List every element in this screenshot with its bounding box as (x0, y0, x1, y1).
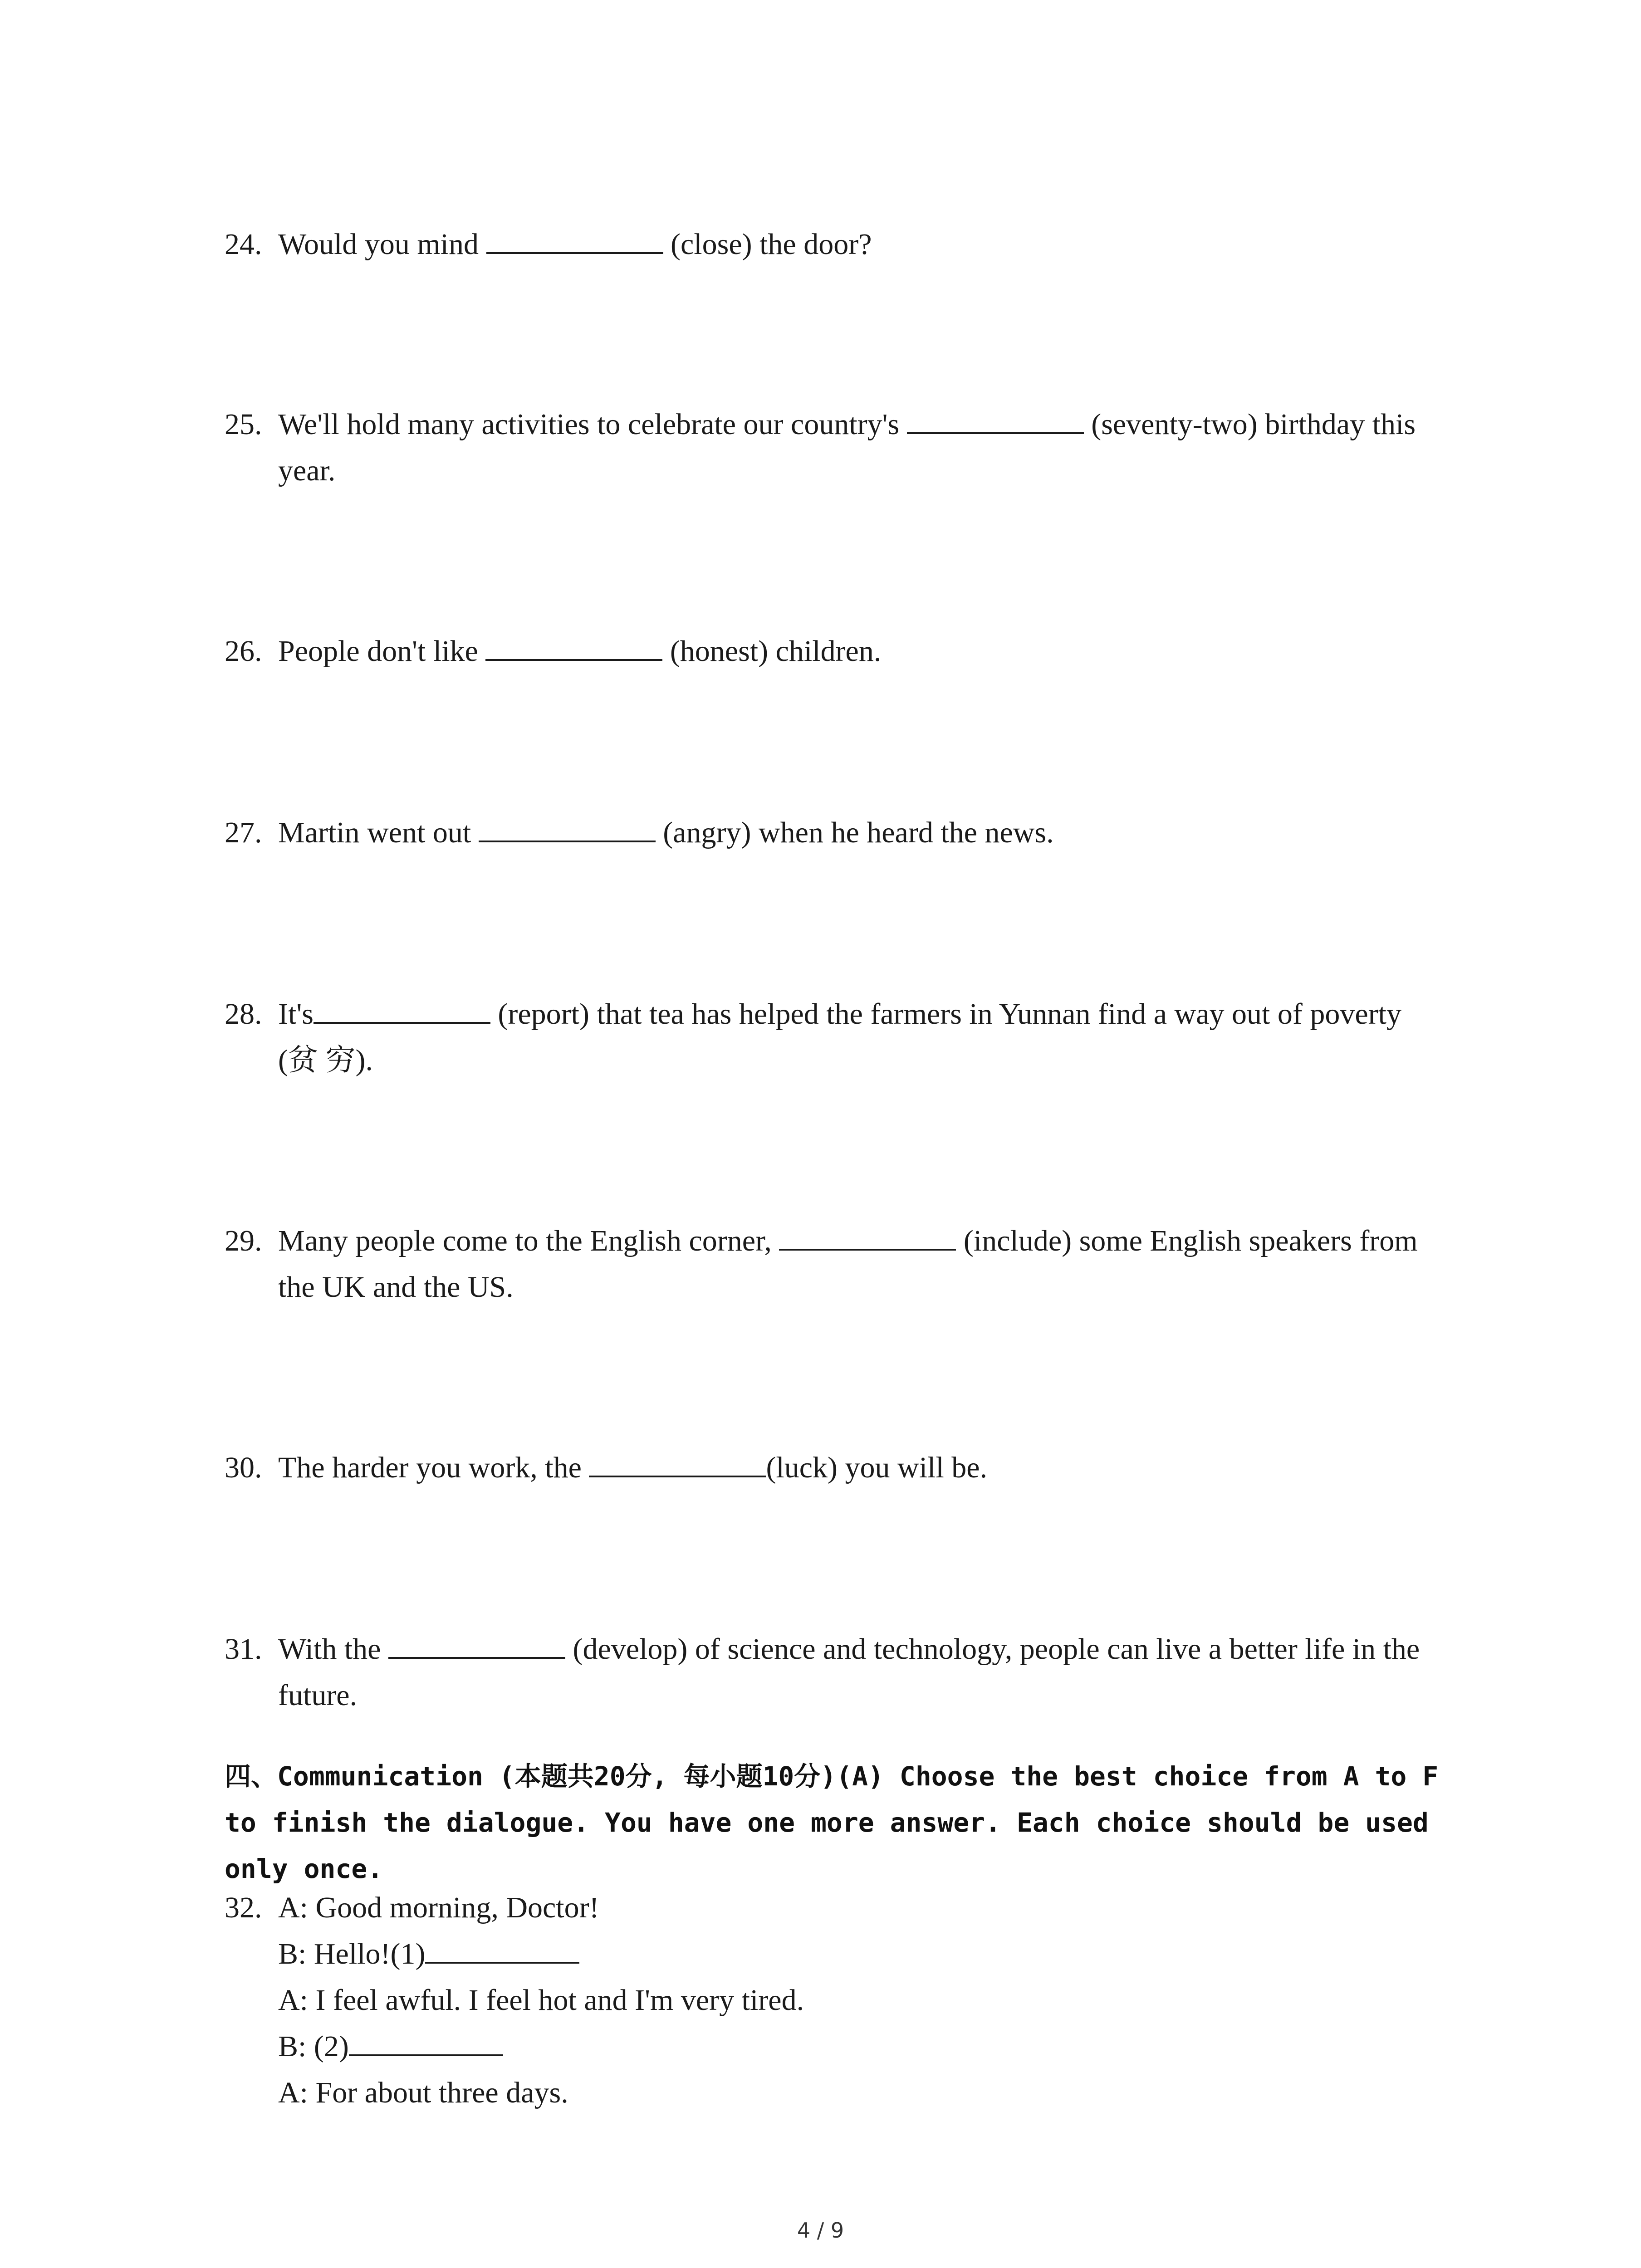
question-24 (225, 221, 1450, 268)
question-number: 29. (225, 1224, 262, 1257)
question-text-before: With the (278, 1633, 388, 1666)
dialogue-text: B: Hello!(1) (278, 1937, 426, 1970)
question-text-before: It's (278, 997, 314, 1031)
question-29 (225, 1218, 1450, 1310)
question-text-before: Would you mind (278, 228, 486, 261)
answer-blank[interactable] (425, 1936, 579, 1964)
answer-blank[interactable] (388, 1632, 565, 1659)
dialogue-line-with-blank (278, 1931, 1450, 1977)
question-number: 26. (225, 635, 262, 668)
question-text-after: (honest) children. (662, 635, 882, 668)
question-text-before: We'll hold many activities to celebrate our country's (278, 408, 907, 441)
question-31 (225, 1626, 1450, 1719)
question-text-continued: year. (278, 454, 336, 487)
answer-blank[interactable] (349, 2029, 503, 2056)
question-32-dialogue (225, 1885, 1450, 2116)
question-28 (225, 991, 1450, 1084)
answer-blank[interactable] (589, 1450, 766, 1477)
answer-blank[interactable] (479, 815, 656, 842)
answer-blank[interactable] (486, 227, 663, 254)
question-number: 27. (225, 816, 262, 849)
question-number: 28. (225, 997, 262, 1031)
question-25 (225, 401, 1450, 494)
question-number: 25. (225, 408, 262, 441)
question-text-after: (close) the door? (663, 228, 872, 261)
question-text-after: (report) that tea has helped the farmers in Yunnan find a way out of poverty (490, 997, 1401, 1031)
question-number: 30. (225, 1451, 262, 1484)
dialogue-text: B: (2) (278, 2030, 349, 2063)
question-text-before: The harder you work, the (278, 1451, 589, 1484)
question-text-after: (luck) you will be. (766, 1451, 987, 1484)
answer-blank[interactable] (779, 1223, 956, 1251)
page-number: 4 / 9 (797, 2218, 844, 2243)
answer-blank[interactable] (485, 634, 662, 661)
question-26 (225, 628, 1450, 675)
question-number: 31. (225, 1633, 262, 1666)
question-text-before: Martin went out (278, 816, 479, 849)
question-text-after: (seventy-two) birthday this (1083, 408, 1416, 441)
question-text-after: (angry) when he heard the news. (655, 816, 1054, 849)
answer-blank[interactable] (314, 997, 490, 1024)
question-text-before: People don't like (278, 635, 486, 668)
dialogue-line: A: Good morning, Doctor! (278, 1891, 599, 1924)
dialogue-line-with-blank (278, 2024, 1450, 2070)
dialogue-line: A: For about three days. (278, 2076, 568, 2109)
question-text-continued: the UK and the US. (278, 1271, 514, 1304)
question-text-before: Many people come to the English corner, (278, 1224, 779, 1257)
section-heading: 四、Communication (本题共20分, 每小题10分)(A) Choose the best choice from A to F to finish the dialogue. You have one more answer. Each choice should be used only once. (225, 1761, 1439, 1884)
question-text-after: (include) some English speakers from (956, 1224, 1418, 1257)
question-number: 32. (225, 1891, 262, 1924)
dialogue-line: A: I feel awful. I feel hot and I'm very tired. (278, 1984, 804, 2017)
question-27 (225, 810, 1450, 856)
answer-blank[interactable] (907, 407, 1084, 434)
question-text-continued: (贫 穷). (278, 1044, 373, 1077)
question-30 (225, 1445, 1450, 1491)
question-number: 24. (225, 228, 262, 261)
question-text-continued: future. (278, 1679, 358, 1712)
question-text-after: (develop) of science and technology, people can live a better life in the (565, 1633, 1420, 1666)
